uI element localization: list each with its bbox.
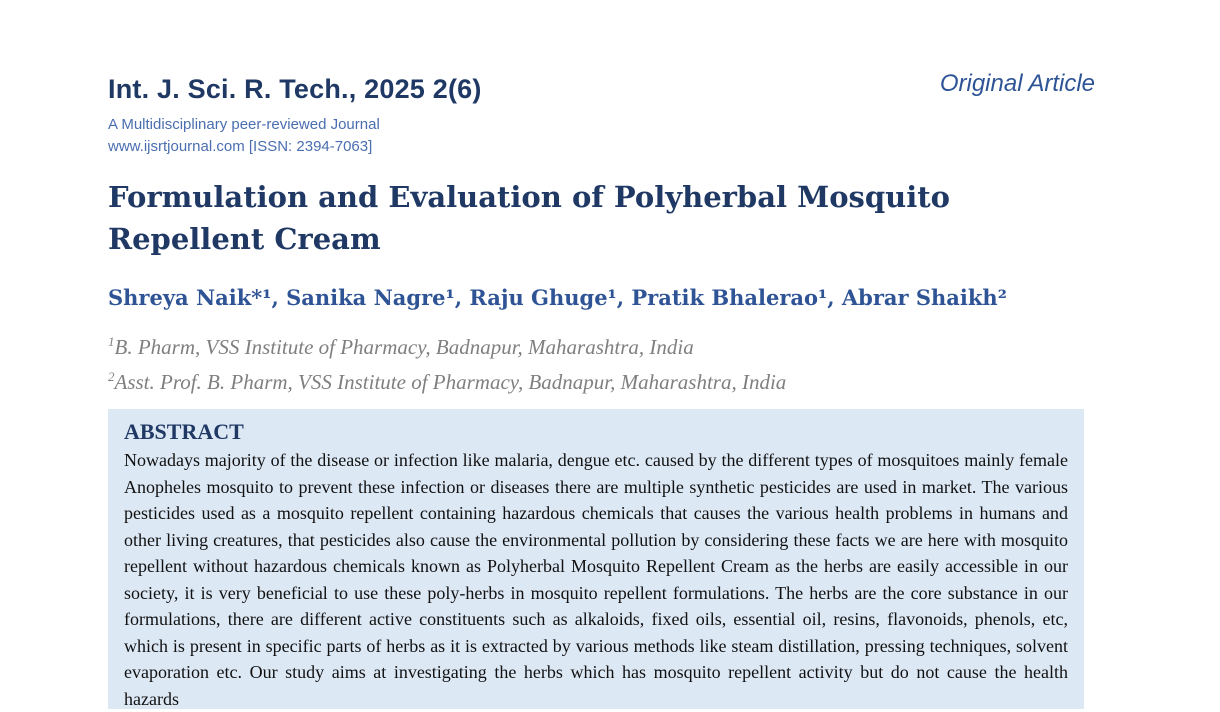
affiliation-text: B. Pharm, VSS Institute of Pharmacy, Badnapur, Maharashtra, India <box>114 335 694 359</box>
journal-subtitle: A Multidisciplinary peer-reviewed Journal <box>108 116 380 133</box>
paper-title: Formulation and Evaluation of Polyherbal Mosquito Repellent Cream <box>108 180 950 256</box>
journal-website-link[interactable]: www.ijsrtjournal.com [ISSN: 2394-7063] <box>108 138 373 155</box>
affiliation-marker: 2 <box>108 369 115 384</box>
author-list: Shreya Naik*¹, Sanika Nagre¹, Raju Ghuge¹, Pratik Bhalerao¹, Abrar Shaikh² <box>108 285 1007 310</box>
article-type-label: Original Article <box>939 70 1095 97</box>
affiliation-marker: 1 <box>108 334 115 349</box>
affiliations <box>108 327 786 397</box>
journal-title: Int. J. Sci. R. Tech., 2025 2(6) <box>108 74 482 104</box>
abstract-text: Nowadays majority of the disease or infection like malaria, dengue etc. caused by the different types of mosquitoes mainly female Anopheles mosquito to prevent these infection or diseases there are multiple synthetic pesticides are used in market. The various pesticides used as a mosquito repellent containing hazardous chemicals that causes the various health problems in humans and other living creatures, that pesticides also cause the environmental pollution by considering these facts we are here with mosquito repellent without hazardous chemicals known as Polyherbal Mosquito Repellent Cream as the herbs are easily accessible in our society, it is very beneficial to use these poly-herbs in mosquito repellent formulations. The herbs are the core substance in our formulations, there are different active constituents such as alkaloids, fixed oils, essential oil, resins, flavonoids, phenols, etc, which is present in specific parts of herbs as it is extracted by various methods like steam distillation, pressing techniques, solvent evaporation etc. Our study aims at investigating the herbs which has mosquito repellent activity but do not cause the health hazards <box>124 450 1068 709</box>
affiliation-text: Asst. Prof. B. Pharm, VSS Institute of Pharmacy, Badnapur, Maharashtra, India <box>114 370 787 394</box>
abstract-heading: ABSTRACT <box>124 419 244 444</box>
abstract-section <box>108 409 1084 709</box>
affiliation-2 <box>108 362 786 397</box>
journal-info <box>108 114 380 158</box>
affiliation-1 <box>108 327 786 362</box>
